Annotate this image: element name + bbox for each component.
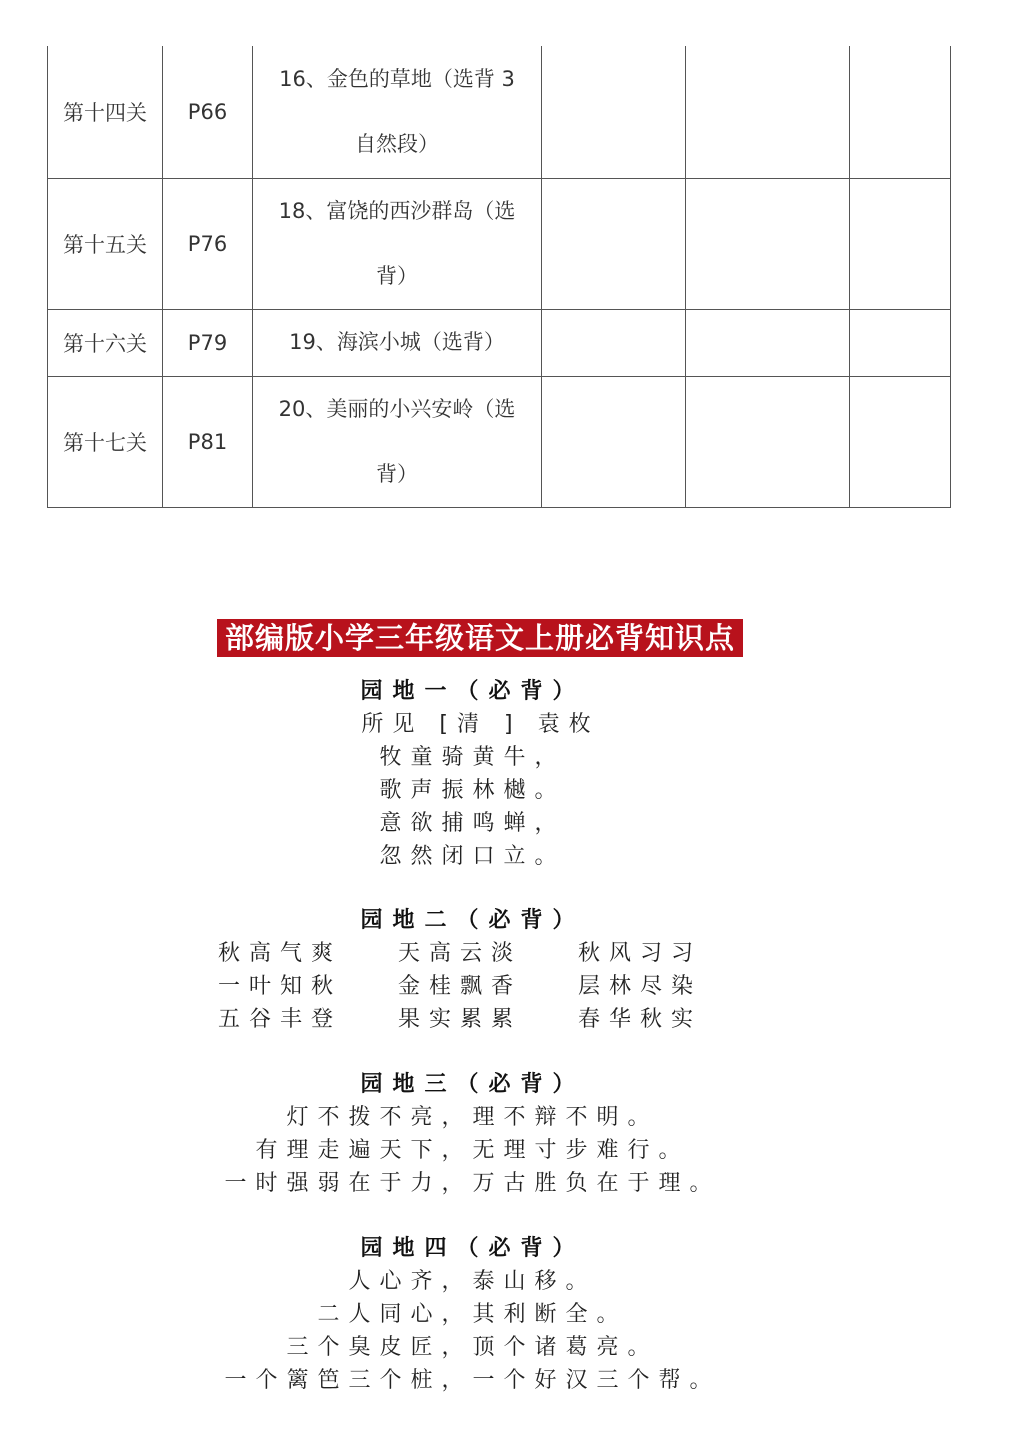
poem-line: 歌声振林樾。 [379,778,566,803]
idiom: 层林尽染 [578,974,703,999]
section-title: 园地三（必背） [360,1072,585,1097]
empty-cell [686,309,850,376]
empty-cell [542,376,686,507]
empty-cell [686,46,850,178]
idiom-row [218,968,758,1001]
level-cell: 第十七关 [48,376,163,507]
empty-cell [686,376,850,507]
empty-cell [542,178,686,309]
idiom: 天高云淡 [398,941,523,966]
idiom: 一叶知秋 [218,974,343,999]
lesson-title-line: 背） [376,263,418,288]
idiom: 春华秋实 [578,1007,703,1032]
poem-line: 牧童骑黄牛， [379,745,566,770]
level-cell: 第十六关 [48,309,163,376]
section-title: 园地二（必背） [360,908,585,933]
section-title: 园地一（必背） [360,679,585,704]
table-row [48,309,951,376]
table-row [48,376,951,507]
level-cell: 第十五关 [48,178,163,309]
idiom-grid [218,935,758,1034]
level-cell: 第十四关 [48,46,163,178]
empty-cell [850,309,951,376]
table-row [48,178,951,309]
proverb-line: 有理走遍天下，无理寸步难行。 [255,1138,690,1163]
section-title: 园地四（必背） [360,1236,585,1261]
idiom-row [218,935,758,968]
page-title-banner: 部编版小学三年级语文上册必背知识点 [217,619,743,657]
page-cell: P76 [163,178,253,309]
page-cell: P81 [163,376,253,507]
proverb-line: 一时强弱在于力，万古胜负在于理。 [224,1171,721,1196]
lesson-title-cell [253,46,542,178]
empty-cell [686,178,850,309]
empty-cell [850,376,951,507]
page-cell: P66 [163,46,253,178]
idiom: 果实累累 [398,1007,523,1032]
idiom: 秋高气爽 [218,941,343,966]
proverb-line: 一个篱笆三个桩，一个好汉三个帮。 [224,1368,721,1393]
poem-line: 所见 [清 ] 袁枚 [361,712,600,737]
empty-cell [850,178,951,309]
lesson-title-cell [253,178,542,309]
empty-cell [850,46,951,178]
empty-cell [542,46,686,178]
empty-cell [542,309,686,376]
proverb-line: 人心齐，泰山移。 [348,1269,597,1294]
idiom: 秋风习习 [578,941,703,966]
lesson-title-line: 19、海滨小城（选背） [289,330,505,354]
proverb-line: 灯不拨不亮，理不辩不明。 [286,1105,659,1130]
table-row [48,46,951,178]
level-table [47,46,951,508]
lesson-title-line: 18、富饶的西沙群岛（选 [278,198,516,223]
idiom: 五谷丰登 [218,1007,343,1032]
lesson-title-line: 自然段） [355,131,439,156]
lesson-title-cell [253,309,542,376]
poem-line: 忽然闭口立。 [379,844,566,869]
proverb-line: 二人同心，其利断全。 [317,1302,628,1327]
page-cell: P79 [163,309,253,376]
idiom: 金桂飘香 [398,974,523,999]
poem-line: 意欲捕鸣蝉， [379,811,566,836]
lesson-title-line: 16、金色的草地（选背 3 [279,66,515,91]
lesson-title-cell [253,376,542,507]
idiom-row [218,1001,758,1034]
proverb-line: 三个臭皮匠，顶个诸葛亮。 [286,1335,659,1360]
lesson-title-line: 20、美丽的小兴安岭（选 [278,396,516,421]
lesson-title-line: 背） [376,461,418,486]
